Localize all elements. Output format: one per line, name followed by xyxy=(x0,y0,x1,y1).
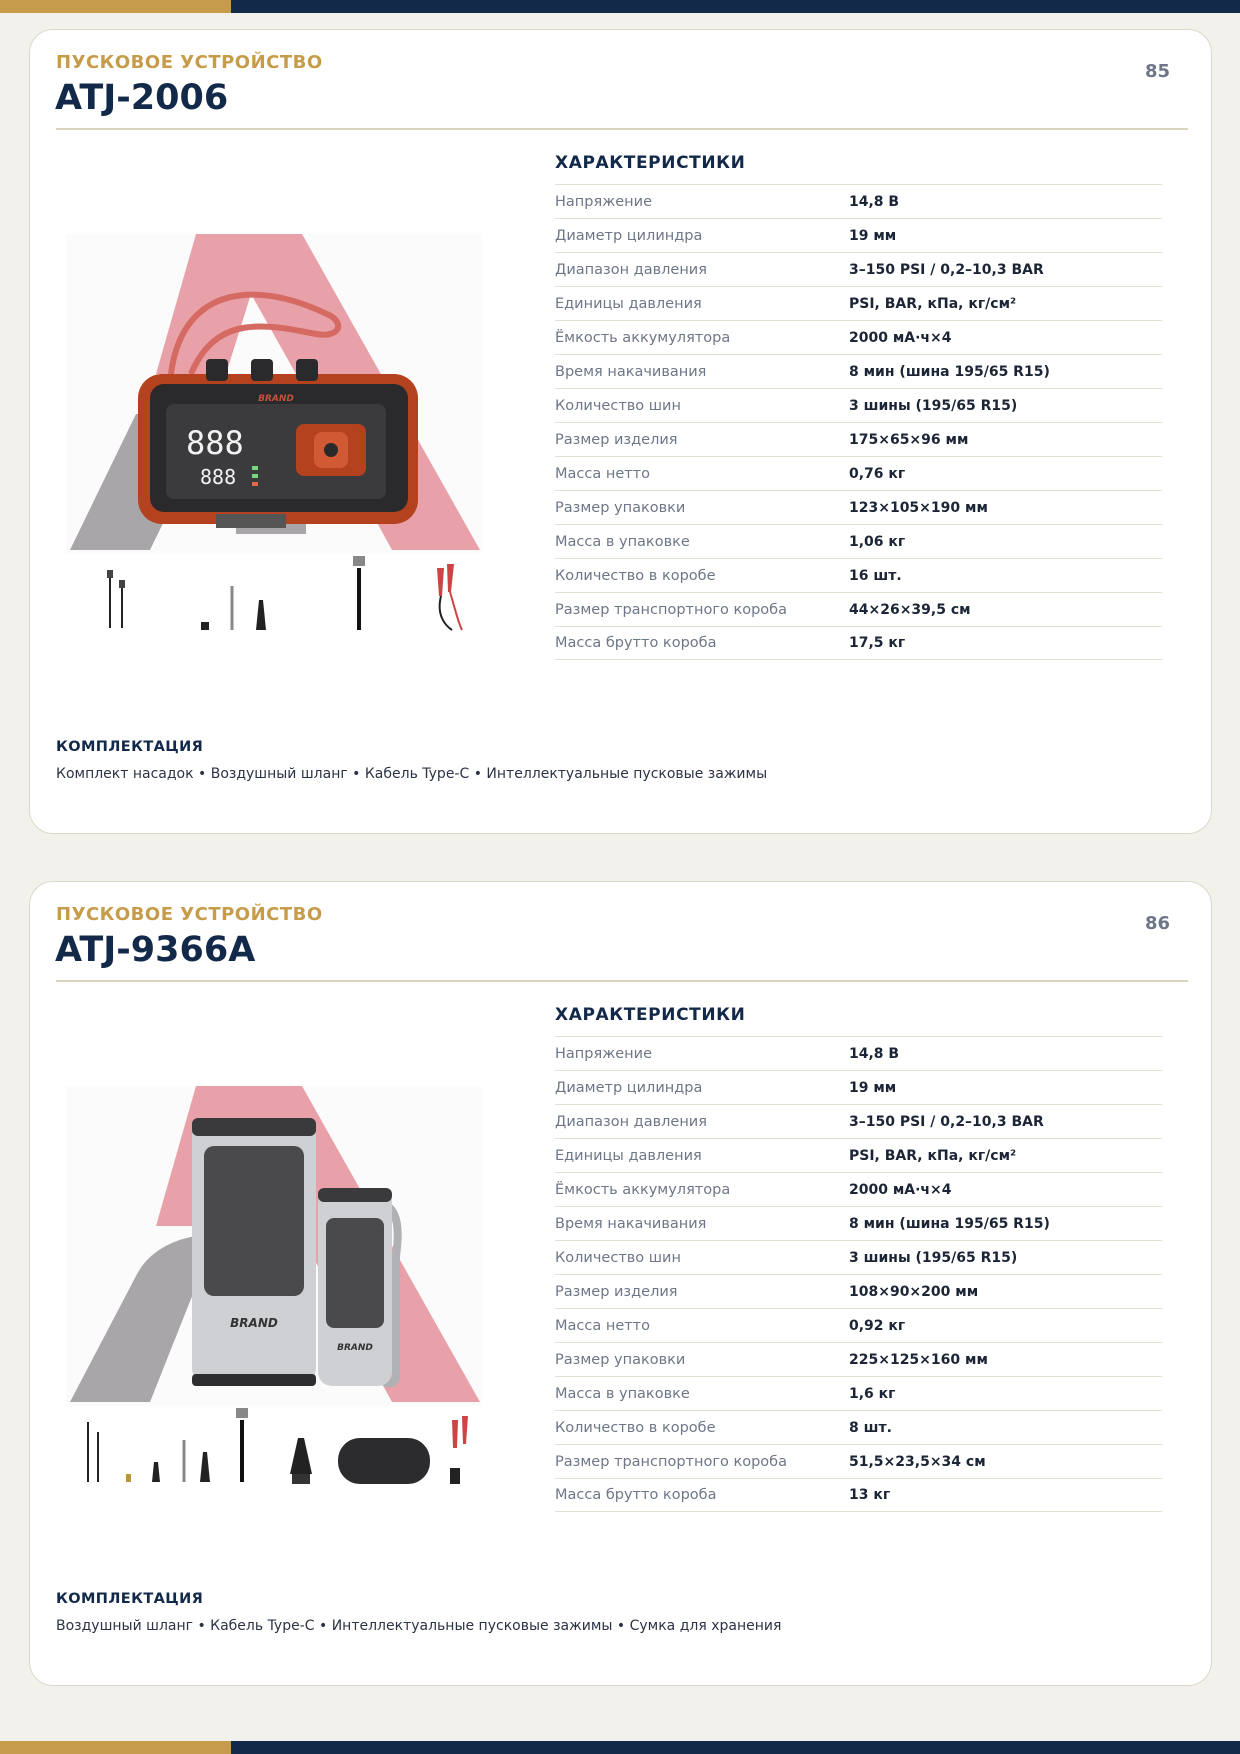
spec-value: 108×90×200 мм xyxy=(849,1283,979,1300)
large-compressor-unit xyxy=(192,1118,316,1386)
spec-value: 1,6 кг xyxy=(849,1385,896,1402)
spec-value: 8 мин (шина 195/65 R15) xyxy=(849,363,1050,380)
air-hose-icon xyxy=(353,556,365,630)
product-photo xyxy=(66,1086,482,1406)
spec-label: Масса нетто xyxy=(555,1317,651,1334)
display-digits: 888 xyxy=(186,424,244,462)
spec-value: 8 мин (шина 195/65 R15) xyxy=(849,1215,1050,1232)
spec-label: Размер изделия xyxy=(555,1283,678,1300)
inflation-needle-icon xyxy=(290,1438,312,1484)
spec-value: 51,5×23,5×34 см xyxy=(849,1453,986,1470)
spec-row xyxy=(555,1070,1162,1104)
kit-title: КОМПЛЕКТАЦИЯ xyxy=(56,739,204,755)
spec-label: Единицы давления xyxy=(555,1147,702,1164)
spec-row xyxy=(555,1376,1162,1410)
specifications-table xyxy=(555,1002,1162,1512)
spec-row xyxy=(555,252,1162,286)
spec-label: Масса брутто короба xyxy=(555,635,717,651)
spec-row xyxy=(555,1308,1162,1342)
specifications-table xyxy=(555,150,1162,660)
spec-value: 17,5 кг xyxy=(849,635,906,651)
type-c-cable-icon xyxy=(107,570,125,628)
jump-starter-device-2006 xyxy=(138,359,418,528)
page-number: 85 xyxy=(1144,61,1170,82)
spec-value: 14,8 В xyxy=(849,193,900,210)
spec-label: Количество в коробе xyxy=(555,567,716,584)
spec-row xyxy=(555,1274,1162,1308)
spec-row xyxy=(555,1410,1162,1444)
bottom-accent-bar xyxy=(0,1741,1240,1754)
spec-label: Напряжение xyxy=(555,1045,653,1062)
spec-row xyxy=(555,1444,1162,1478)
product-photo xyxy=(66,234,482,554)
spec-value: 0,92 кг xyxy=(849,1317,906,1334)
spec-row xyxy=(555,1104,1162,1138)
spec-value: 19 мм xyxy=(849,1079,897,1096)
spec-row xyxy=(555,558,1162,592)
spec-value: 19 мм xyxy=(849,227,897,244)
spec-value: 3 шины (195/65 R15) xyxy=(849,397,1018,414)
spec-label: Размер транспортного короба xyxy=(555,1453,787,1470)
spec-value: 13 кг xyxy=(849,1487,891,1503)
spec-row xyxy=(555,320,1162,354)
top-accent-bar xyxy=(0,0,1240,13)
spec-label: Масса в упаковке xyxy=(555,1385,690,1402)
spec-label: Количество шин xyxy=(555,1249,681,1266)
spec-value: 175×65×96 мм xyxy=(849,431,969,448)
product-model: ATJ-2006 xyxy=(55,78,229,118)
accessories-strip xyxy=(66,1408,482,1488)
product-card-atj-2006 xyxy=(29,29,1212,834)
spec-label: Диаметр цилиндра xyxy=(555,227,703,244)
spec-row xyxy=(555,388,1162,422)
spec-value: 3–150 PSI / 0,2–10,3 BAR xyxy=(849,1113,1044,1130)
spec-value: 44×26×39,5 см xyxy=(849,601,971,618)
spec-row xyxy=(555,422,1162,456)
header-divider xyxy=(56,980,1188,982)
spec-row xyxy=(555,1206,1162,1240)
spec-value: 1,06 кг xyxy=(849,533,906,550)
spec-label: Масса в упаковке xyxy=(555,533,690,550)
spec-label: Диапазон давления xyxy=(555,261,707,278)
kit-contents: Комплект насадок • Воздушный шланг • Кабель Type-C • Интеллектуальные пусковые зажимы xyxy=(56,766,768,782)
spec-row xyxy=(555,286,1162,320)
spec-label: Ёмкость аккумулятора xyxy=(555,1181,731,1198)
spec-value: 3 шины (195/65 R15) xyxy=(849,1249,1018,1266)
spec-label: Диапазон давления xyxy=(555,1113,707,1130)
spec-row xyxy=(555,1138,1162,1172)
product-category: ПУСКОВОЕ УСТРОЙСТВО xyxy=(56,904,323,925)
product-card-atj-9366a xyxy=(29,881,1212,1686)
spec-row xyxy=(555,1240,1162,1274)
spec-value: 123×105×190 мм xyxy=(849,499,988,516)
page-number: 86 xyxy=(1144,913,1170,934)
battery-clamps-icon xyxy=(437,564,462,630)
spec-label: Масса брутто короба xyxy=(555,1487,717,1503)
specs-title: ХАРАКТЕРИСТИКИ xyxy=(555,1005,746,1025)
product-category: ПУСКОВОЕ УСТРОЙСТВО xyxy=(56,52,323,73)
battery-clamps-icon xyxy=(450,1416,468,1484)
spec-label: Время накачивания xyxy=(555,1215,707,1232)
spec-row xyxy=(555,456,1162,490)
spec-value: PSI, BAR, кПа, кг/см² xyxy=(849,1147,1017,1164)
small-compressor-unit xyxy=(318,1188,398,1386)
spec-row xyxy=(555,626,1162,660)
spec-label: Размер транспортного короба xyxy=(555,601,787,618)
spec-row xyxy=(555,184,1162,218)
spec-row xyxy=(555,354,1162,388)
spec-rows xyxy=(555,184,1162,660)
spec-value: 2000 мА·ч×4 xyxy=(849,329,952,346)
spec-row xyxy=(555,218,1162,252)
spec-row xyxy=(555,592,1162,626)
storage-bag-icon xyxy=(338,1438,430,1484)
device-brand-label: BRAND xyxy=(230,1316,278,1330)
spec-label: Количество шин xyxy=(555,397,681,414)
spec-value: 14,8 В xyxy=(849,1045,900,1062)
spec-rows xyxy=(555,1036,1162,1512)
display-digits-small: 888 xyxy=(200,465,237,489)
spec-row xyxy=(555,490,1162,524)
kit-contents: Воздушный шланг • Кабель Type-C • Интеллектуальные пусковые зажимы • Сумка для хранения xyxy=(56,1618,782,1634)
header-divider xyxy=(56,128,1188,130)
device-brand-label: BRAND xyxy=(258,394,294,404)
nozzle-set-icon xyxy=(126,1440,210,1482)
spec-label: Единицы давления xyxy=(555,295,702,312)
spec-label: Количество в коробе xyxy=(555,1419,716,1436)
spec-value: 16 шт. xyxy=(849,567,902,584)
product-model: ATJ-9366A xyxy=(55,930,256,970)
nozzle-set-icon xyxy=(201,586,266,630)
device-brand-label: BRAND xyxy=(337,1343,373,1353)
spec-value: 8 шт. xyxy=(849,1419,892,1436)
spec-value: PSI, BAR, кПа, кг/см² xyxy=(849,295,1017,312)
spec-label: Размер упаковки xyxy=(555,1351,686,1368)
spec-label: Диаметр цилиндра xyxy=(555,1079,703,1096)
type-c-cable-icon xyxy=(88,1422,98,1482)
spec-label: Ёмкость аккумулятора xyxy=(555,329,731,346)
kit-title: КОМПЛЕКТАЦИЯ xyxy=(56,1591,204,1607)
spec-value: 0,76 кг xyxy=(849,465,906,482)
air-hose-icon xyxy=(236,1408,248,1482)
spec-label: Размер изделия xyxy=(555,431,678,448)
accessories-strip xyxy=(66,556,482,636)
spec-row xyxy=(555,524,1162,558)
spec-value: 2000 мА·ч×4 xyxy=(849,1181,952,1198)
spec-label: Масса нетто xyxy=(555,465,651,482)
spec-row xyxy=(555,1172,1162,1206)
spec-label: Время накачивания xyxy=(555,363,707,380)
specs-title: ХАРАКТЕРИСТИКИ xyxy=(555,153,746,173)
spec-row xyxy=(555,1036,1162,1070)
spec-row xyxy=(555,1342,1162,1376)
spec-label: Напряжение xyxy=(555,193,653,210)
spec-label: Размер упаковки xyxy=(555,499,686,516)
spec-value: 3–150 PSI / 0,2–10,3 BAR xyxy=(849,261,1044,278)
spec-value: 225×125×160 мм xyxy=(849,1351,988,1368)
spec-row xyxy=(555,1478,1162,1512)
